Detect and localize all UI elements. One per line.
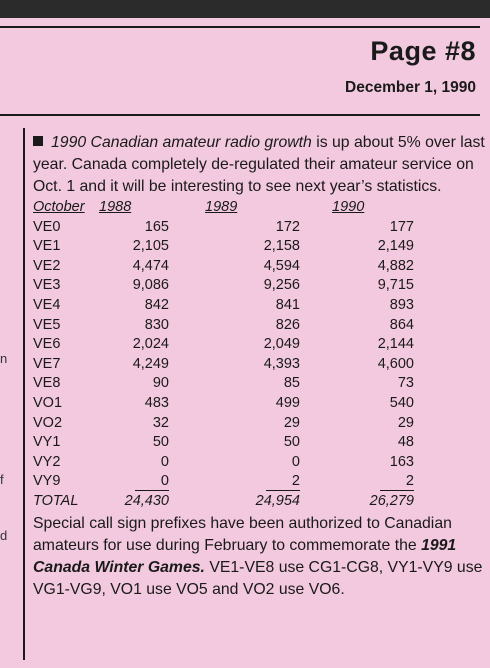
- value-1989-cell: 826: [275, 316, 300, 333]
- table-row: [33, 276, 414, 296]
- prefix-cell: VE0: [33, 218, 61, 235]
- total-1988-cell: 24,430: [124, 492, 169, 509]
- value-1989-cell: 2,158: [263, 238, 300, 255]
- value-1989-cell: 499: [275, 394, 300, 411]
- value-1989-cell: 0: [291, 453, 300, 470]
- value-1989-cell: [169, 472, 300, 492]
- value-1988-cell: 50: [152, 434, 169, 451]
- prefix-cell: VE8: [33, 375, 61, 392]
- prefix-cell: VE3: [33, 277, 61, 294]
- page-title: Page #8: [370, 36, 476, 66]
- value-1990-cell: 177: [389, 218, 414, 235]
- value-1989-cell: 172: [275, 218, 300, 235]
- value-1988-cell: 2,024: [132, 336, 169, 353]
- underlined-value: 2: [380, 473, 414, 491]
- value-1990-cell: 9,715: [377, 277, 414, 294]
- prefix-cell: VY2: [33, 453, 61, 470]
- value-1990-cell: 2,149: [377, 238, 414, 255]
- table-row: [33, 237, 414, 257]
- page-date: December 1, 1990: [345, 79, 476, 96]
- prefix-cell: VY1: [33, 434, 61, 451]
- table-row: [33, 472, 414, 492]
- left-fragment: n: [0, 351, 8, 366]
- value-1990-cell: 4,882: [377, 257, 414, 274]
- column-header-1988: 1988: [99, 199, 132, 215]
- value-1990-cell: 893: [389, 296, 414, 313]
- value-1990-cell: 4,600: [377, 355, 414, 372]
- table-row: [33, 335, 414, 355]
- table-body: [33, 218, 414, 512]
- table-row: [33, 218, 414, 238]
- value-1988-cell: 4,249: [132, 355, 169, 372]
- header-rule-bottom: [0, 114, 480, 116]
- table-row: [33, 394, 414, 414]
- value-1989-cell: 4,393: [263, 355, 300, 372]
- prefix-cell: VE1: [33, 238, 61, 255]
- column-header-1989: 1989: [205, 199, 238, 215]
- value-1988-cell: 2,105: [132, 238, 169, 255]
- para2-text-start: Special call sign prefixes have been authorized to Canadian amateurs for use during February to commemorate the: [33, 514, 452, 554]
- prefix-cell: VO2: [33, 414, 63, 431]
- header-rule-top: [0, 26, 480, 28]
- table-row: [33, 433, 414, 453]
- table-row: [33, 414, 414, 434]
- table-row: [33, 296, 414, 316]
- intro-paragraph: [33, 132, 485, 198]
- intro-text: is up about 5% over last year. Canada completely de-regulated their amateur service on Oct. 1 and it will be interesting to see next year’s statistics.: [33, 134, 485, 195]
- value-1989-cell: 50: [283, 434, 300, 451]
- prefix-cell: VE5: [33, 316, 61, 333]
- second-paragraph: [33, 513, 485, 601]
- top-black-bar: [0, 0, 490, 18]
- value-1990-cell: 540: [389, 394, 414, 411]
- value-1989-cell: 29: [283, 414, 300, 431]
- column-header-1990: 1990: [332, 199, 365, 215]
- value-1988-cell: 9,086: [132, 277, 169, 294]
- prefix-cell: VE6: [33, 336, 61, 353]
- value-1989-cell: 841: [275, 296, 300, 313]
- total-1989-cell: 24,954: [255, 492, 300, 509]
- left-column-cutoff: [0, 126, 22, 660]
- value-1990-cell: 163: [389, 453, 414, 470]
- underlined-value: 2: [266, 473, 300, 491]
- underlined-value: 0: [135, 473, 169, 491]
- value-1989-cell: 85: [283, 375, 300, 392]
- value-1988-cell: 0: [160, 453, 169, 470]
- value-1988-cell: 90: [152, 375, 169, 392]
- table-row: [33, 453, 414, 473]
- winter-games-title: 1991 Canada Winter Games.: [33, 536, 457, 576]
- value-1989-cell: 9,256: [263, 277, 300, 294]
- value-1989-cell: 4,594: [263, 257, 300, 274]
- prefix-cell: VY9: [33, 473, 61, 490]
- growth-table: [33, 198, 414, 512]
- prefix-cell: VE2: [33, 257, 61, 274]
- value-1988-cell: 483: [144, 394, 169, 411]
- total-row: [33, 492, 414, 512]
- value-1990-cell: [300, 472, 414, 492]
- table-row: [33, 374, 414, 394]
- total-label-cell: TOTAL: [33, 492, 79, 509]
- prefix-cell: VE7: [33, 355, 61, 372]
- article: [33, 132, 485, 601]
- value-1988-cell: 165: [144, 218, 169, 235]
- article-headline: 1990 Canadian amateur radio growth: [51, 134, 312, 151]
- table-row: [33, 316, 414, 336]
- para2-text-end: VE1-VE8 use CG1-CG8, VY1-VY9 use VG1-VG9, VO1 use VO5 and VO2 use VO6.: [33, 558, 483, 598]
- table-row: [33, 257, 414, 277]
- left-fragment: f: [0, 472, 4, 487]
- left-fragment: d: [0, 528, 8, 543]
- value-1990-cell: 48: [397, 434, 414, 451]
- value-1988-cell: 32: [152, 414, 169, 431]
- value-1988-cell: 830: [144, 316, 169, 333]
- column-divider: [23, 128, 25, 660]
- value-1988-cell: 842: [144, 296, 169, 313]
- prefix-cell: VE4: [33, 296, 61, 313]
- square-bullet-icon: [33, 136, 43, 146]
- prefix-cell: VO1: [33, 394, 63, 411]
- value-1990-cell: 73: [397, 375, 414, 392]
- total-1990-cell: 26,279: [369, 492, 414, 509]
- value-1990-cell: 2,144: [377, 336, 414, 353]
- value-1988-cell: 4,474: [132, 257, 169, 274]
- value-1990-cell: 29: [397, 414, 414, 431]
- value-1989-cell: 2,049: [263, 336, 300, 353]
- table-row: [33, 355, 414, 375]
- table-header-row: [33, 198, 414, 218]
- value-1988-cell: [93, 472, 169, 492]
- value-1990-cell: 864: [389, 316, 414, 333]
- column-header-month: October: [33, 199, 85, 215]
